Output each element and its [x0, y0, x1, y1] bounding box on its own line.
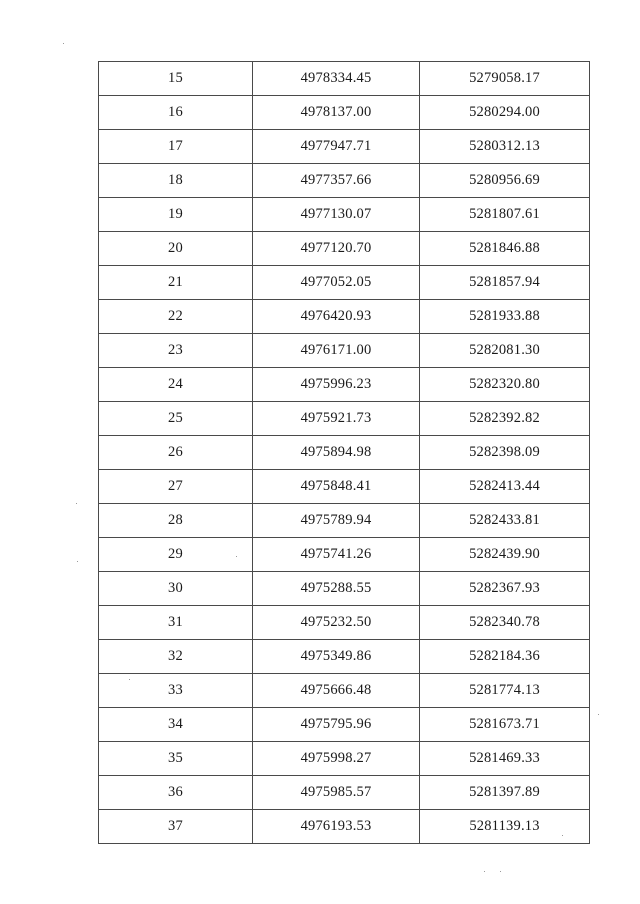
x-coordinate-cell: 4976171.00: [253, 334, 420, 368]
table-row: [99, 198, 590, 232]
x-coordinate-cell: 4975985.57: [253, 776, 420, 810]
point-number-cell: 25: [99, 402, 253, 436]
table-row: [99, 776, 590, 810]
table-row: [99, 266, 590, 300]
table-row: [99, 334, 590, 368]
point-number-cell: 26: [99, 436, 253, 470]
point-number-cell: 27: [99, 470, 253, 504]
table-row: [99, 300, 590, 334]
x-coordinate-cell: 4975666.48: [253, 674, 420, 708]
point-number-cell: 20: [99, 232, 253, 266]
scan-speck: [129, 679, 130, 680]
scan-speck: [63, 43, 64, 44]
y-coordinate-cell: 5281774.13: [420, 674, 590, 708]
point-number-cell: 15: [99, 62, 253, 96]
x-coordinate-cell: 4975741.26: [253, 538, 420, 572]
point-number-cell: 18: [99, 164, 253, 198]
y-coordinate-cell: 5281139.13: [420, 810, 590, 844]
point-number-cell: 31: [99, 606, 253, 640]
scan-speck: [77, 561, 78, 562]
y-coordinate-cell: 5282392.82: [420, 402, 590, 436]
table-row: [99, 402, 590, 436]
x-coordinate-cell: 4975848.41: [253, 470, 420, 504]
x-coordinate-cell: 4977947.71: [253, 130, 420, 164]
point-number-cell: 16: [99, 96, 253, 130]
x-coordinate-cell: 4975996.23: [253, 368, 420, 402]
x-coordinate-cell: 4977130.07: [253, 198, 420, 232]
y-coordinate-cell: 5281857.94: [420, 266, 590, 300]
x-coordinate-cell: 4977052.05: [253, 266, 420, 300]
x-coordinate-cell: 4975894.98: [253, 436, 420, 470]
y-coordinate-cell: 5281397.89: [420, 776, 590, 810]
y-coordinate-cell: 5281469.33: [420, 742, 590, 776]
scan-speck: [500, 871, 501, 872]
table-row: [99, 436, 590, 470]
y-coordinate-cell: 5282367.93: [420, 572, 590, 606]
table-row: [99, 572, 590, 606]
scan-speck: [236, 556, 237, 557]
point-number-cell: 37: [99, 810, 253, 844]
y-coordinate-cell: 5282413.44: [420, 470, 590, 504]
x-coordinate-cell: 4977357.66: [253, 164, 420, 198]
point-number-cell: 17: [99, 130, 253, 164]
x-coordinate-cell: 4975349.86: [253, 640, 420, 674]
x-coordinate-cell: 4976193.53: [253, 810, 420, 844]
x-coordinate-cell: 4975789.94: [253, 504, 420, 538]
coordinate-table: [98, 61, 590, 844]
x-coordinate-cell: 4975232.50: [253, 606, 420, 640]
y-coordinate-cell: 5282398.09: [420, 436, 590, 470]
table-row: [99, 130, 590, 164]
x-coordinate-cell: 4978137.00: [253, 96, 420, 130]
point-number-cell: 33: [99, 674, 253, 708]
point-number-cell: 19: [99, 198, 253, 232]
x-coordinate-cell: 4975921.73: [253, 402, 420, 436]
table-row: [99, 640, 590, 674]
table-row: [99, 504, 590, 538]
point-number-cell: 29: [99, 538, 253, 572]
point-number-cell: 21: [99, 266, 253, 300]
y-coordinate-cell: 5282184.36: [420, 640, 590, 674]
scan-speck: [562, 835, 563, 836]
x-coordinate-cell: 4975998.27: [253, 742, 420, 776]
table-row: [99, 62, 590, 96]
table-row: [99, 742, 590, 776]
y-coordinate-cell: 5282433.81: [420, 504, 590, 538]
table-row: [99, 96, 590, 130]
y-coordinate-cell: 5281807.61: [420, 198, 590, 232]
scan-speck: [484, 871, 485, 872]
y-coordinate-cell: 5282439.90: [420, 538, 590, 572]
table-row: [99, 232, 590, 266]
y-coordinate-cell: 5281933.88: [420, 300, 590, 334]
point-number-cell: 28: [99, 504, 253, 538]
y-coordinate-cell: 5280956.69: [420, 164, 590, 198]
point-number-cell: 24: [99, 368, 253, 402]
point-number-cell: 23: [99, 334, 253, 368]
x-coordinate-cell: 4977120.70: [253, 232, 420, 266]
table-row: [99, 674, 590, 708]
table-row: [99, 606, 590, 640]
table-row: [99, 164, 590, 198]
table-row: [99, 810, 590, 844]
point-number-cell: 34: [99, 708, 253, 742]
point-number-cell: 30: [99, 572, 253, 606]
scan-speck: [598, 714, 599, 715]
x-coordinate-cell: 4975288.55: [253, 572, 420, 606]
point-number-cell: 32: [99, 640, 253, 674]
table-row: [99, 470, 590, 504]
point-number-cell: 36: [99, 776, 253, 810]
x-coordinate-cell: 4978334.45: [253, 62, 420, 96]
scan-speck: [76, 503, 77, 504]
table-row: [99, 708, 590, 742]
x-coordinate-cell: 4976420.93: [253, 300, 420, 334]
y-coordinate-cell: 5282320.80: [420, 368, 590, 402]
x-coordinate-cell: 4975795.96: [253, 708, 420, 742]
point-number-cell: 35: [99, 742, 253, 776]
y-coordinate-cell: 5281673.71: [420, 708, 590, 742]
y-coordinate-cell: 5281846.88: [420, 232, 590, 266]
point-number-cell: 22: [99, 300, 253, 334]
y-coordinate-cell: 5282081.30: [420, 334, 590, 368]
y-coordinate-cell: 5280294.00: [420, 96, 590, 130]
table-row: [99, 538, 590, 572]
table-row: [99, 368, 590, 402]
y-coordinate-cell: 5282340.78: [420, 606, 590, 640]
y-coordinate-cell: 5279058.17: [420, 62, 590, 96]
y-coordinate-cell: 5280312.13: [420, 130, 590, 164]
